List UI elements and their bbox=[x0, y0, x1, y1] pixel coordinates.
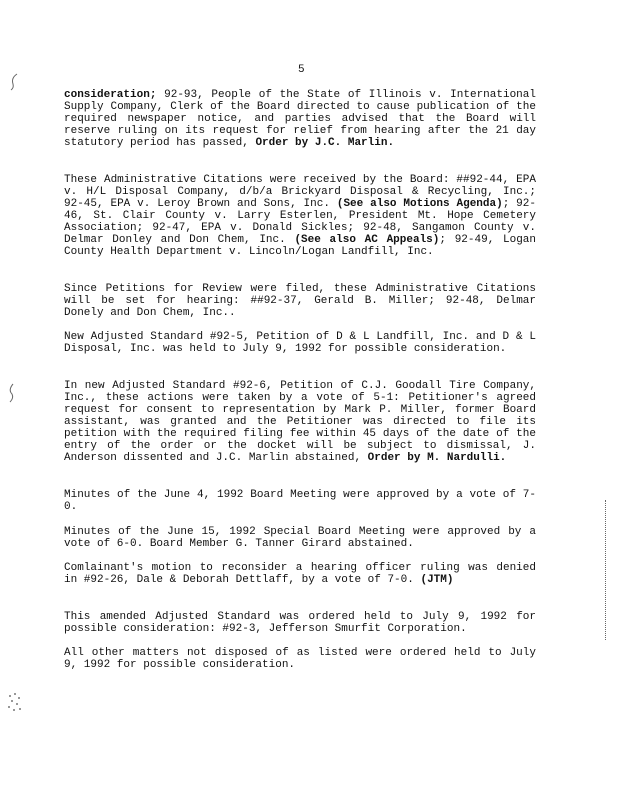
run: Since Petitions for Review were filed, these Administrative Citations will be set for hearing: ##92-37, Gerald B. Miller; 92-48, Delmar Donely and Don Chem, Inc.. bbox=[64, 283, 536, 319]
paragraph-2 bbox=[64, 174, 536, 258]
paragraph-9 bbox=[64, 611, 536, 635]
margin-rule bbox=[605, 500, 606, 640]
paragraph-1 bbox=[64, 89, 536, 149]
run: Order by M. Nardulli. bbox=[367, 452, 507, 464]
run: This amended Adjusted Standard was ordered held to July 9, 1992 for possible consideration: #92-3, Jefferson Smurfit Corporation. bbox=[64, 611, 536, 635]
run: Comlainant's motion to reconsider a hearing officer ruling was denied in #92-26, Dale & Deborah Dettlaff, by a vote of 7-0. bbox=[64, 562, 536, 586]
run: (See also AC Appeals) bbox=[294, 234, 440, 246]
run: 92-93, People of the State of Illinois v. International Supply Company, Clerk of the Board directed to cause publication of the required newspaper notice, and parties advised that the Board will reserve ruling on its request for relief from hearing after the 21 day statutory period has passed, bbox=[64, 89, 536, 149]
paragraph-6 bbox=[64, 489, 536, 513]
paragraph-4 bbox=[64, 331, 536, 355]
run: ; 92-49, Logan County Health Department v. Lincoln/Logan Landfill, Inc. bbox=[64, 234, 537, 258]
scan-mark-top bbox=[8, 72, 20, 92]
run: Minutes of the June 15, 1992 Special Board Meeting were approved by a vote of 6-0. Board Member G. Tanner Girard abstained. bbox=[64, 526, 536, 550]
run: Minutes of the June 4, 1992 Board Meeting were approved by a vote of 7-0. bbox=[64, 489, 536, 513]
paragraph-7 bbox=[64, 526, 536, 550]
run: consideration; bbox=[64, 89, 157, 101]
run: These Administrative Citations were received by the Board: ##92-44, EPA v. H/L Disposal Company, d/b/a Brickyard Disposal & Recycling, Inc.; 92-45, EPA v. Leroy Brown and Sons, Inc. bbox=[64, 174, 536, 210]
run: Order by J.C. Marlin. bbox=[255, 137, 395, 149]
page-number: 5 bbox=[298, 64, 305, 76]
run: ; 92-46, St. Clair County v. Larry Esterlen, President Mt. Hope Cemetery Association; 92-47, EPA v. Donald Sickles; 92-48, Sangamon County v. Delmar Donley and Don Chem, Inc. bbox=[64, 198, 536, 246]
run: (See also Motions Agenda) bbox=[336, 198, 503, 210]
paragraph-8 bbox=[64, 562, 536, 586]
run: (JTM) bbox=[420, 574, 454, 586]
paragraph-10 bbox=[64, 647, 536, 671]
paragraph-3 bbox=[64, 283, 536, 319]
run: In new Adjusted Standard #92-6, Petition of C.J. Goodall Tire Company, Inc., these actions were taken by a vote of 5-1: Petitioner's agreed request for consent to representation by Mark P. Miller, former Board assistant, was granted and the Petitioner was directed to file its petition with the required filing fee within 45 days of the date of the entry of the order or the docket will be subject to dismissal, J. Anderson dissented and J.C. Marlin abstained, bbox=[64, 380, 536, 464]
scan-mark-middle bbox=[6, 382, 16, 404]
run: All other matters not disposed of as listed were ordered held to July 9, 1992 for possible consideration. bbox=[64, 647, 536, 671]
scan-mark-bottom bbox=[4, 690, 26, 716]
run: New Adjusted Standard #92-5, Petition of D & L Landfill, Inc. and D & L Disposal, Inc. was held to July 9, 1992 for possible consideration. bbox=[64, 331, 536, 355]
paragraph-5 bbox=[64, 380, 536, 464]
